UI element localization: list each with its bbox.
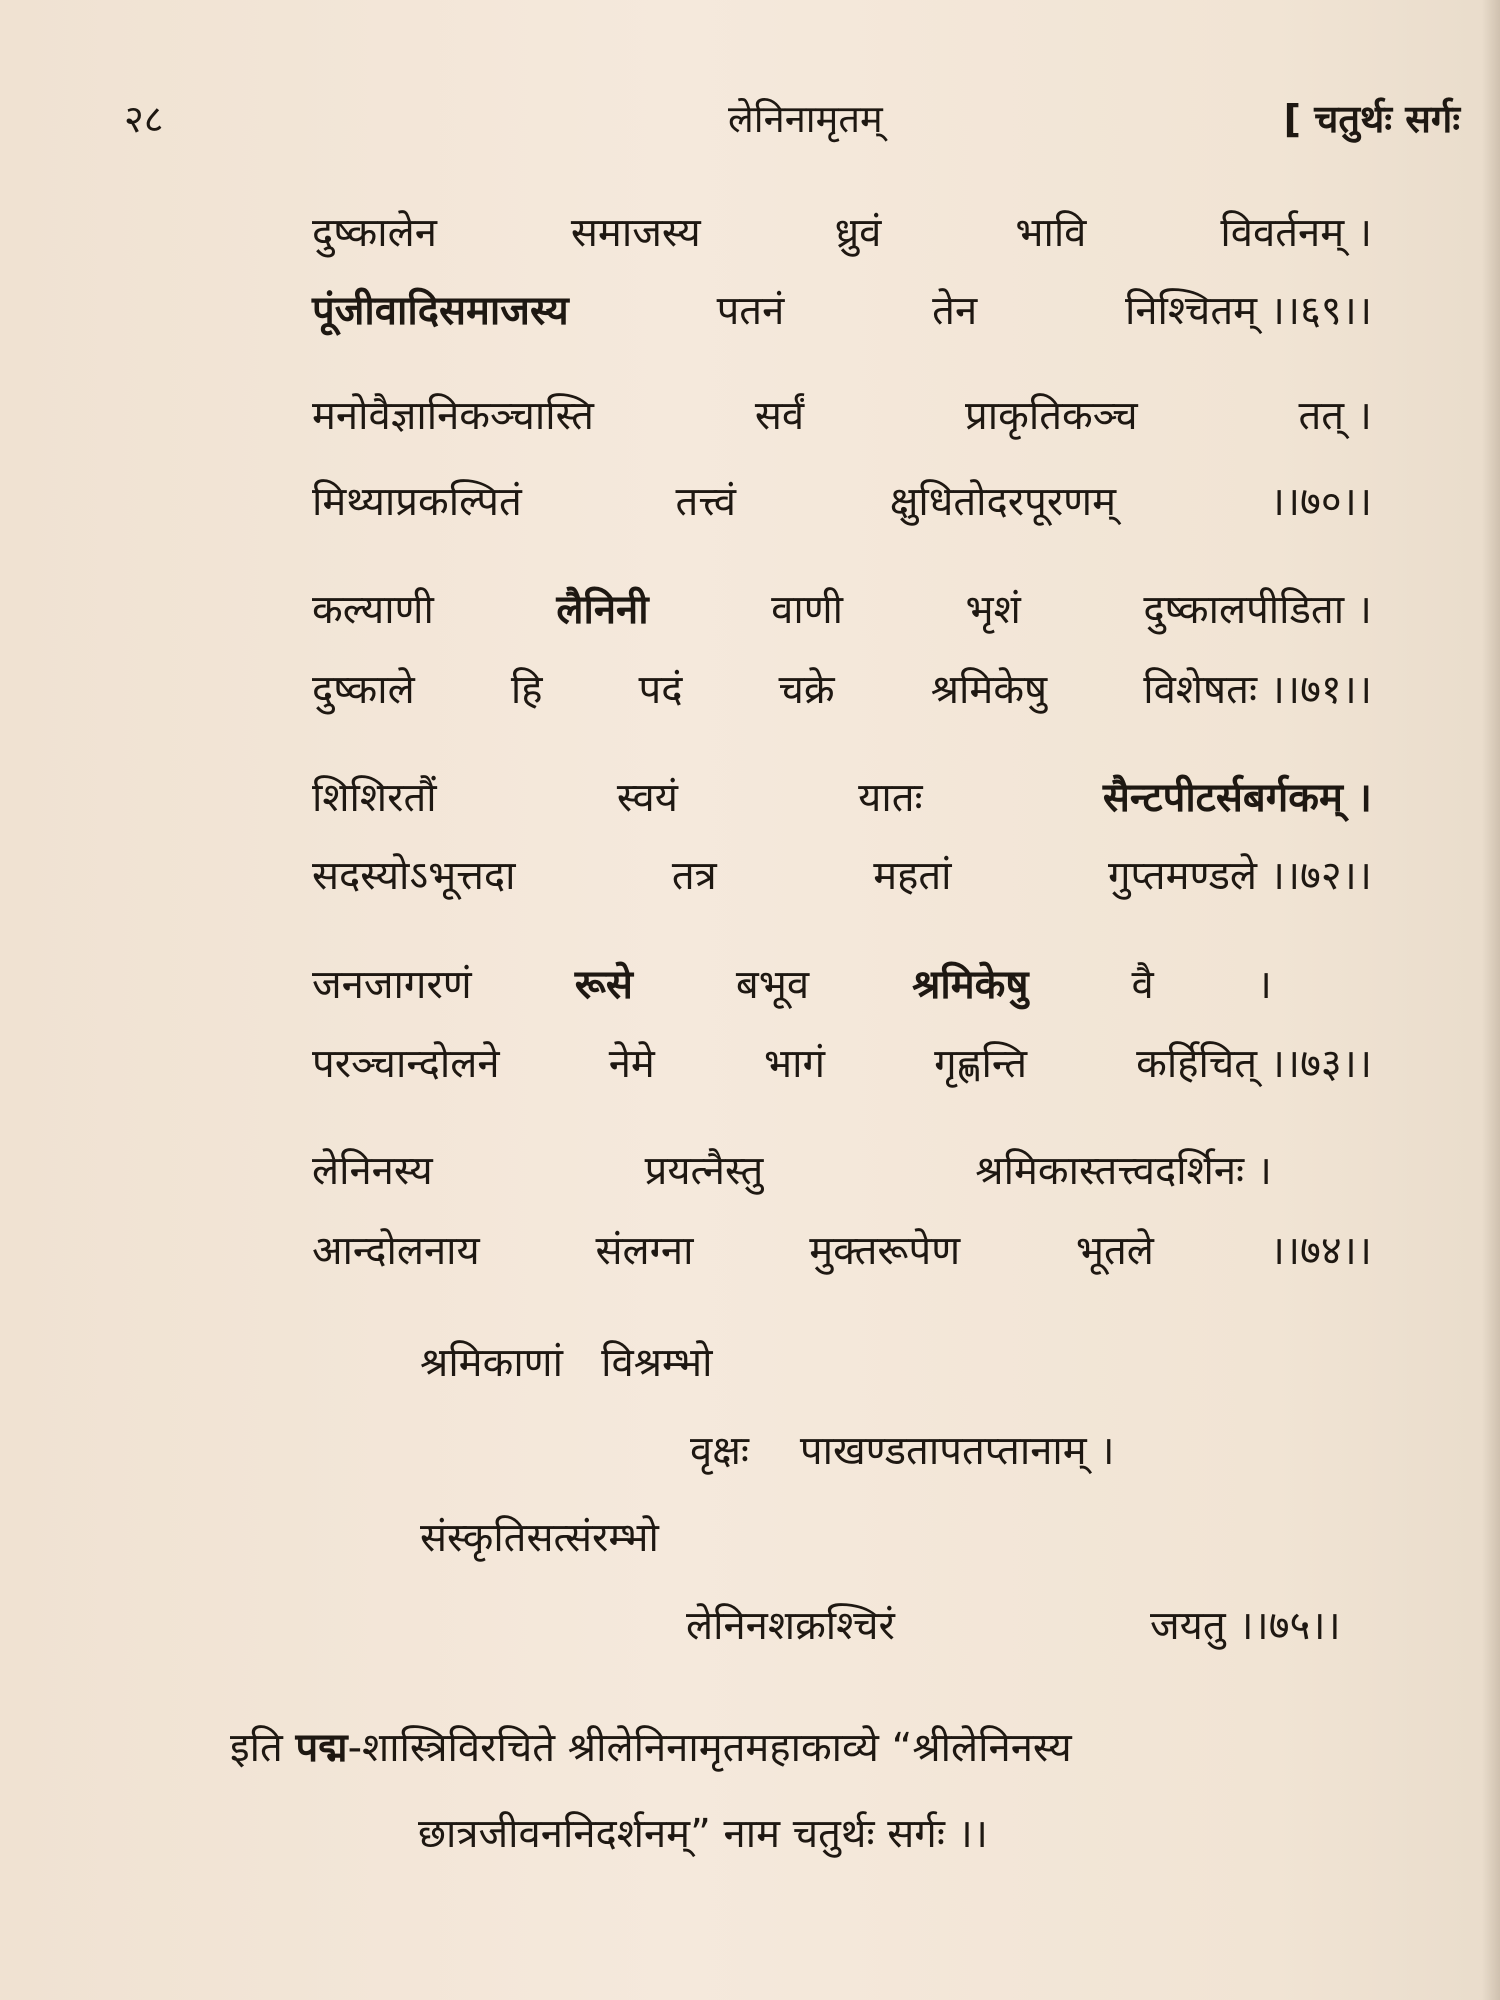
verse-69-line-1: दुष्कालेन समाजस्य ध्रुवं भावि विवर्तनम् । [312,210,1372,256]
verse-71-line-2: दुष्काले हि पदं चक्रे श्रमिकेषु विशेषतः ।।७१।। [312,667,1372,713]
verse-71-line-1: कल्याणी लैनिनी वाणी भृशं दुष्कालपीडिता । [312,587,1372,633]
verse-70-line-1: मनोवैज्ञानिकञ्चास्ति सर्वं प्राकृतिकञ्च तत् । [312,393,1372,439]
verse-75-line-d-right: जयतु ।।७५।। [1150,1603,1341,1649]
verse-74-line-2: आन्दोलनाय संलग्ना मुक्तरूपेण भूतले ।।७४।। [312,1228,1372,1274]
verse-72-line-2: सदस्योऽभूत्तदा तत्र महतां गुप्तमण्डले ।।७२।। [312,853,1372,899]
verse-75-line-d-left: लेनिनशक्रश्चिरं [686,1603,895,1649]
verse-75-line-c: संस्कृतिसत्संरम्भो [420,1515,659,1561]
spine-shadow [1482,0,1500,2000]
colophon-line-2: छात्रजीवननिदर्शनम्” नाम चतुर्थः सर्गः ।। [418,1811,988,1857]
verse-74-line-1: लेनिनस्य प्रयत्नैस्तु श्रमिकास्तत्त्वदर्शिनः । [312,1148,1272,1194]
verse-73-line-2: परञ्चान्दोलने नेमे भागं गृह्णन्ति कर्हिचित् ।।७३।। [312,1041,1372,1087]
running-title: लेनिनामृतम् [728,97,883,141]
verse-75-line-a: श्रमिकाणां विश्रम्भो [420,1340,713,1386]
page-header [0,92,1500,152]
colophon-line-1: इति पद्म-शास्त्रिविरचिते श्रीलेनिनामृतमहाकाव्ये “श्रीलेनिनस्य [230,1725,1072,1771]
verse-75-line-b: वृक्षः पाखण्डतापतप्तानाम् । [690,1428,1115,1474]
author-name: पद्म [295,1725,348,1771]
verse-72-line-1: शिशिरतौं स्वयं यातः सैन्टपीटर्सबर्गकम् । [312,775,1372,821]
verse-73-line-1: जनजागरणं रूसे बभूव श्रमिकेषु वै । [312,962,1272,1008]
page-number: २८ [124,97,164,141]
section-reference: [ चतुर्थः सर्गः [1283,97,1460,141]
verse-69-line-2: पूंजीवादिसमाजस्य पतनं तेन निश्चितम् ।।६९।। [312,288,1372,334]
verse-70-line-2: मिथ्याप्रकल्पितं तत्त्वं क्षुधितोदरपूरणम् ।।७०।। [312,479,1372,525]
